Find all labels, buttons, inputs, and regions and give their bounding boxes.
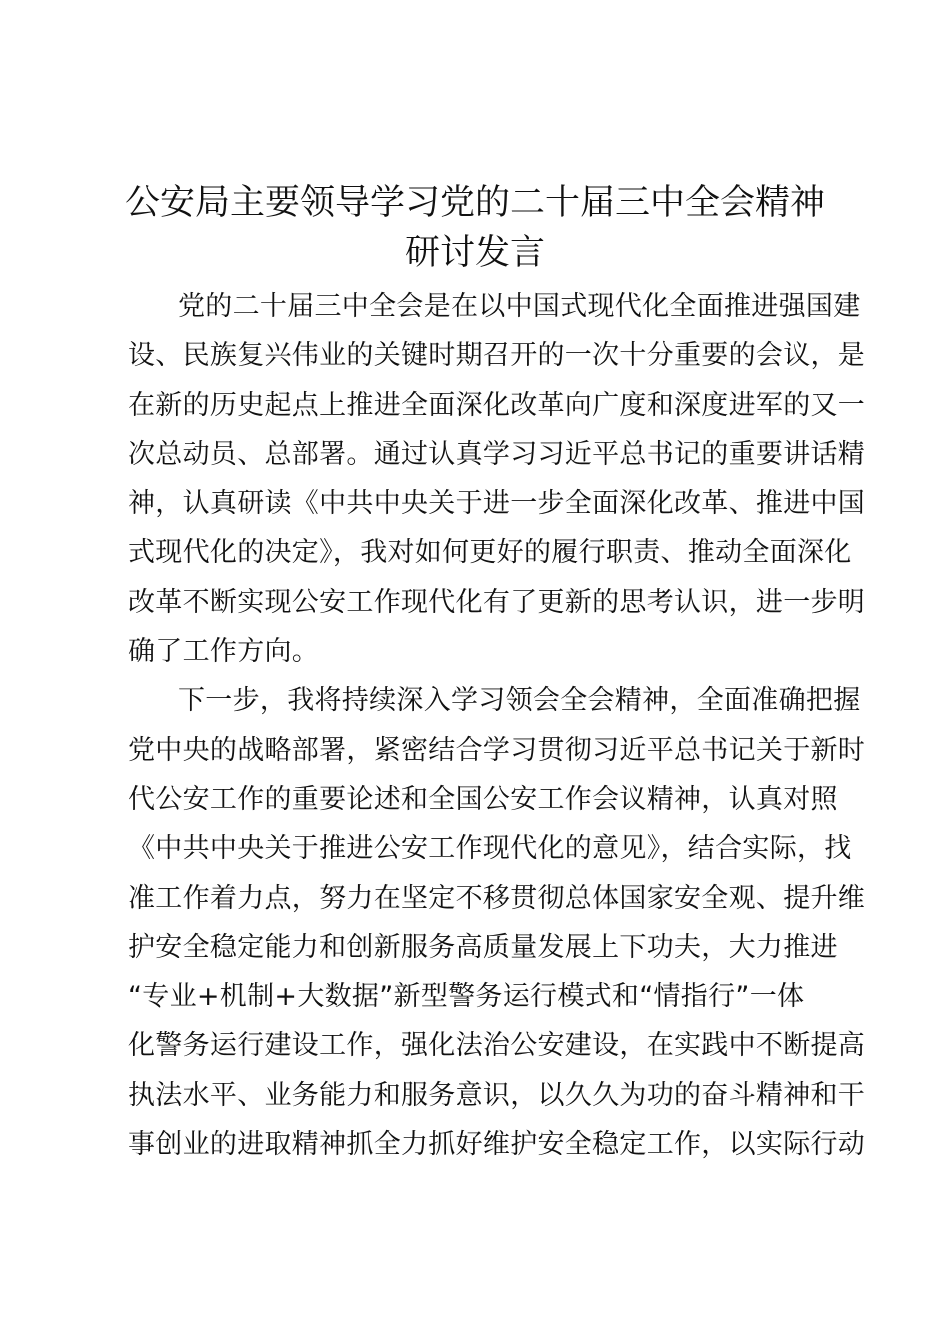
text-line: 下一步，我将持续深入学习领会全会精神，全面准确把握	[178, 685, 861, 717]
document-body	[128, 282, 866, 1169]
text-line: 改革不断实现公安工作现代化有了更新的思考认识，进一步明	[128, 586, 866, 618]
title-line: 公安局主要领导学习党的二十届三中全会精神	[124, 183, 825, 223]
text-line: 准工作着力点，努力在坚定不移贯彻总体国家安全观、提升维	[128, 882, 866, 914]
text-line: 设、民族复兴伟业的关键时期召开的一次十分重要的会议，是	[128, 340, 866, 372]
text-line: 党的二十届三中全会是在以中国式现代化全面推进强国建	[178, 291, 861, 322]
text-line: 化警务运行建设工作，强化法治公安建设，在实践中不断提高	[128, 1030, 866, 1062]
paragraph-1	[128, 282, 866, 676]
text-line: 事创业的进取精神抓全力抓好维护安全稳定工作，以实际行动	[128, 1129, 866, 1161]
title-line: 研讨发言	[404, 233, 545, 273]
text-line: 在新的历史起点上推进全面深化改革向广度和深度进军的又一	[128, 389, 866, 421]
document-title	[100, 178, 850, 278]
text-line: 党中央的战略部署，紧密结合学习贯彻习近平总书记关于新时	[128, 734, 866, 766]
text-line: 《中共中央关于推进公安工作现代化的意见》，结合实际，找	[128, 833, 852, 865]
text-line: 护安全稳定能力和创新服务高质量发展上下功夫，大力推进	[128, 931, 838, 963]
text-line: 执法水平、业务能力和服务意识，以久久为功的奋斗精神和干	[128, 1079, 866, 1111]
text-line: 代公安工作的重要论述和全国公安工作会议精神，认真对照	[128, 783, 838, 815]
text-line: 次总动员、总部署。通过认真学习习近平总书记的重要讲话精	[128, 438, 866, 470]
text-line: “专业+机制+大数据”新型警务运行模式和“情指行”一体	[128, 981, 805, 1013]
paragraph-2	[128, 676, 866, 1169]
text-line: 式现代化的决定》，我对如何更好的履行职责、推动全面深化	[128, 537, 852, 569]
text-line: 确了工作方向。	[128, 636, 320, 668]
text-line: 神，认真研读《中共中央关于进一步全面深化改革、推进中国	[128, 488, 866, 520]
